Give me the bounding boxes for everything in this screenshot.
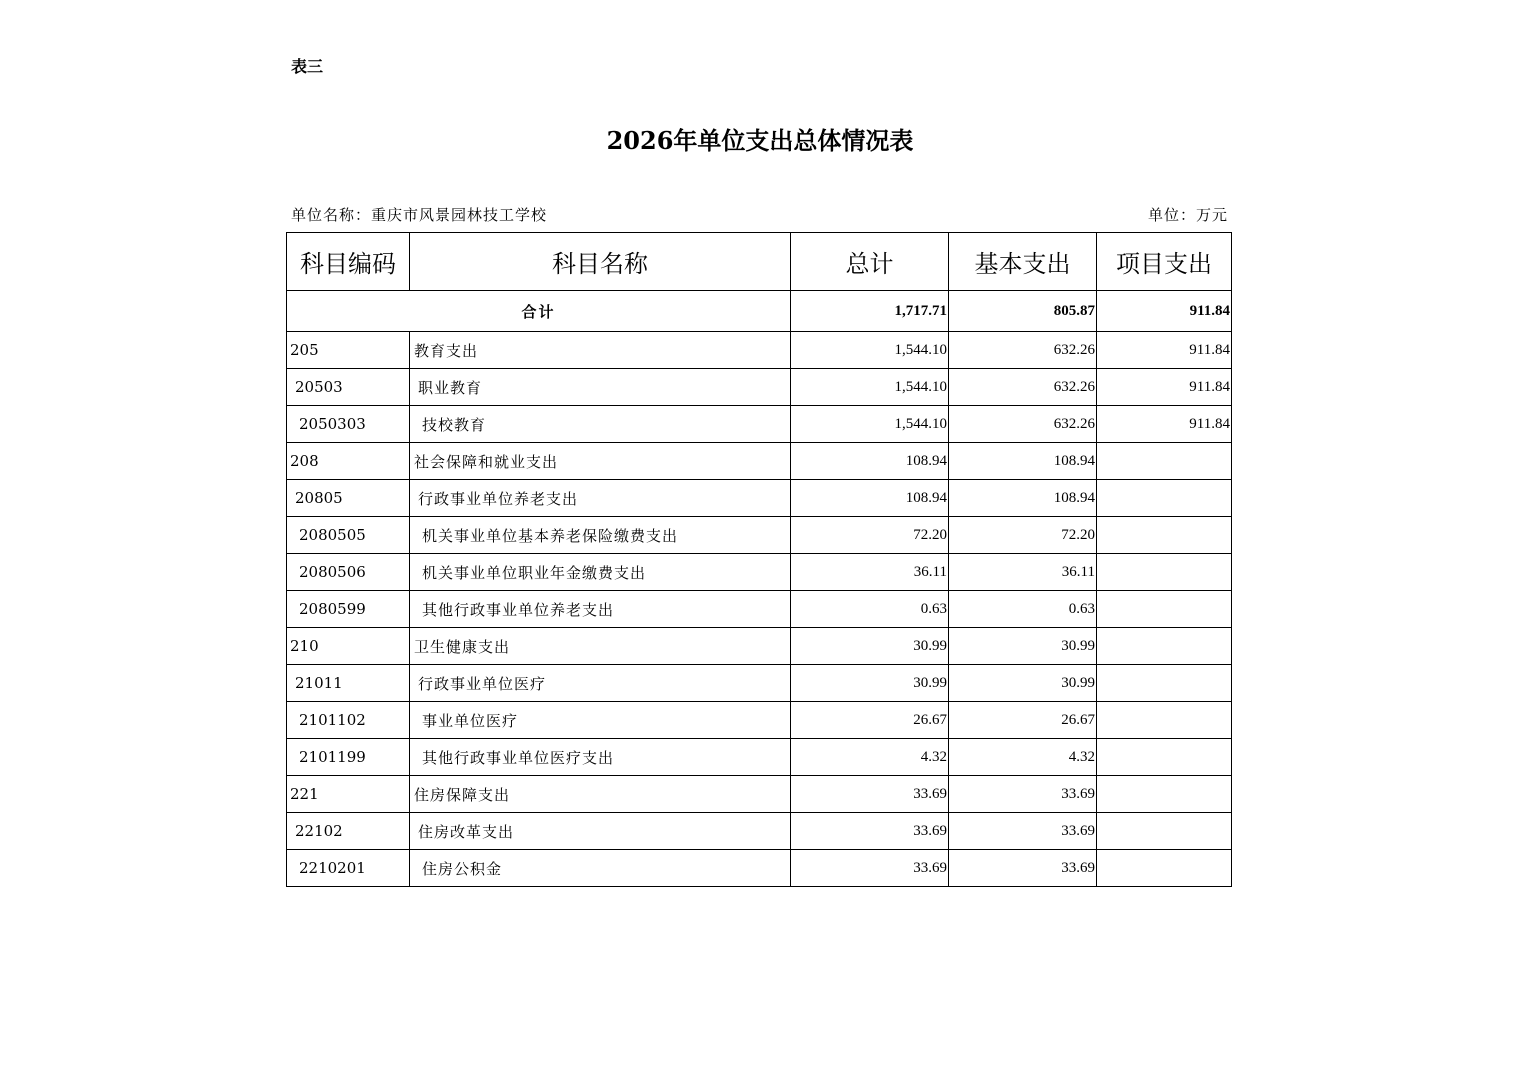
row-project (1097, 813, 1232, 850)
table-row (287, 591, 1232, 628)
row-code: 205 (287, 332, 410, 369)
expenditure-table (286, 232, 1232, 887)
unit-name: 单位名称：重庆市风景园林技工学校 (291, 206, 548, 224)
table-row (287, 850, 1232, 887)
row-basic: 30.99 (949, 665, 1097, 702)
table-row (287, 443, 1232, 480)
row-total: 33.69 (791, 850, 949, 887)
table-row (287, 702, 1232, 739)
row-name: 机关事业单位基本养老保险缴费支出 (410, 517, 791, 554)
row-basic: 632.26 (949, 369, 1097, 406)
table-row (287, 369, 1232, 406)
row-basic: 33.69 (949, 813, 1097, 850)
row-basic: 108.94 (949, 443, 1097, 480)
row-basic: 33.69 (949, 776, 1097, 813)
row-project: 911.84 (1097, 369, 1232, 406)
row-project: 911.84 (1097, 332, 1232, 369)
row-total: 1,544.10 (791, 406, 949, 443)
row-basic: 4.32 (949, 739, 1097, 776)
row-basic: 30.99 (949, 628, 1097, 665)
row-basic: 632.26 (949, 406, 1097, 443)
row-name: 住房保障支出 (410, 776, 791, 813)
row-name: 其他行政事业单位养老支出 (410, 591, 791, 628)
table-row (287, 480, 1232, 517)
row-code: 2210201 (287, 850, 410, 887)
table-row (287, 628, 1232, 665)
row-project (1097, 517, 1232, 554)
row-basic: 0.63 (949, 591, 1097, 628)
header-name: 科目名称 (410, 233, 791, 291)
row-name: 机关事业单位职业年金缴费支出 (410, 554, 791, 591)
row-total: 36.11 (791, 554, 949, 591)
row-name: 教育支出 (410, 332, 791, 369)
row-code: 2080506 (287, 554, 410, 591)
row-code: 2101199 (287, 739, 410, 776)
table-number-label: 表三 (291, 57, 324, 76)
row-project (1097, 480, 1232, 517)
row-project: 911.84 (1097, 406, 1232, 443)
header-code: 科目编码 (287, 233, 410, 291)
row-name: 行政事业单位医疗 (410, 665, 791, 702)
row-total: 0.63 (791, 591, 949, 628)
row-code: 210 (287, 628, 410, 665)
total-row (287, 291, 1232, 332)
table-row (287, 813, 1232, 850)
header-total: 总计 (791, 233, 949, 291)
row-project (1097, 739, 1232, 776)
row-code: 221 (287, 776, 410, 813)
row-code: 21011 (287, 665, 410, 702)
row-total: 108.94 (791, 443, 949, 480)
row-project (1097, 776, 1232, 813)
row-basic: 72.20 (949, 517, 1097, 554)
row-project (1097, 591, 1232, 628)
row-name: 其他行政事业单位医疗支出 (410, 739, 791, 776)
row-basic: 108.94 (949, 480, 1097, 517)
row-name: 技校教育 (410, 406, 791, 443)
row-basic: 33.69 (949, 850, 1097, 887)
row-code: 22102 (287, 813, 410, 850)
table-row (287, 665, 1232, 702)
row-code: 20805 (287, 480, 410, 517)
row-total: 33.69 (791, 776, 949, 813)
row-total: 26.67 (791, 702, 949, 739)
row-total: 30.99 (791, 628, 949, 665)
row-name: 职业教育 (410, 369, 791, 406)
total-label: 合计 (287, 291, 791, 332)
table-row (287, 517, 1232, 554)
row-total: 33.69 (791, 813, 949, 850)
row-project (1097, 554, 1232, 591)
table-row (287, 332, 1232, 369)
row-total: 1,544.10 (791, 332, 949, 369)
total-basic: 805.87 (949, 291, 1097, 332)
row-total: 108.94 (791, 480, 949, 517)
row-total: 30.99 (791, 665, 949, 702)
table-row (287, 776, 1232, 813)
page-title: 2026年单位支出总体情况表 (606, 126, 914, 155)
row-code: 2080599 (287, 591, 410, 628)
header-project: 项目支出 (1097, 233, 1232, 291)
row-total: 1,544.10 (791, 369, 949, 406)
table-row (287, 739, 1232, 776)
total-project: 911.84 (1097, 291, 1232, 332)
row-name: 社会保障和就业支出 (410, 443, 791, 480)
row-name: 事业单位医疗 (410, 702, 791, 739)
row-code: 208 (287, 443, 410, 480)
row-name: 行政事业单位养老支出 (410, 480, 791, 517)
header-row (287, 233, 1232, 291)
row-project (1097, 628, 1232, 665)
total-total: 1,717.71 (791, 291, 949, 332)
row-project (1097, 443, 1232, 480)
row-total: 72.20 (791, 517, 949, 554)
row-code: 2050303 (287, 406, 410, 443)
row-name: 住房公积金 (410, 850, 791, 887)
row-total: 4.32 (791, 739, 949, 776)
row-project (1097, 665, 1232, 702)
row-project (1097, 850, 1232, 887)
row-name: 卫生健康支出 (410, 628, 791, 665)
row-basic: 632.26 (949, 332, 1097, 369)
row-code: 2101102 (287, 702, 410, 739)
row-basic: 36.11 (949, 554, 1097, 591)
row-code: 20503 (287, 369, 410, 406)
row-name: 住房改革支出 (410, 813, 791, 850)
row-basic: 26.67 (949, 702, 1097, 739)
row-project (1097, 702, 1232, 739)
table-row (287, 406, 1232, 443)
currency-unit: 单位：万元 (1147, 206, 1228, 224)
table-row (287, 554, 1232, 591)
row-code: 2080505 (287, 517, 410, 554)
header-basic: 基本支出 (949, 233, 1097, 291)
